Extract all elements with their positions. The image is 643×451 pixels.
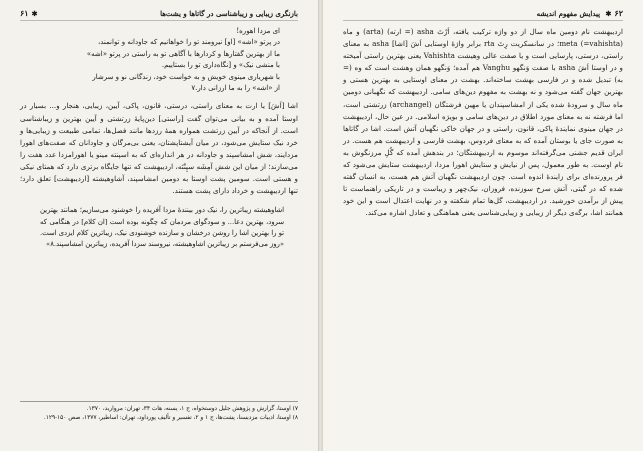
right-page-number-wrap <box>537 8 623 18</box>
footnote: ۷) اوستا، گزارش و پژوهش جلیل دوستخواه، ج ۱، یسنه، هات ۳۴، تهران: مروارید، ۱۳۷۰. <box>86 406 298 412</box>
paragraph: اردیبهشت نام دومین ماه سال از دو واژه ترکیب یافته، اَرْتَ asha (= ارته) (arta) و ماه meta (=vahishta)؛ در سانسکریت رِتَ rta برابر واژهٔ اوستایی اَشَ [اشا] asha به معنای راستی، درستی، پارسایی است و یا صفت عالی وهیشت Vahishta یعنی بهترین راستی آمیخته و در اوستا اَشَ asha با صفت وَنگهو Vanghu هم آمده؛ وَنگهو همان وهشت است که وه (= به) تبدیل شده و در فارسی بهشت ساخته‌اند. بهشت در معنای اوستایی به بهترین هستی و بهترین جهان گفته می‌شود و نه بهشت به مفهوم دین‌های سامی. اردیبهشت که نگهبانی دومین ماه سال و سرودهٔ شده یکی از امشاسپندان یا مهین فرشتگان (archangel) زرتشتی است، اما فرشته نه به معنای مورد اطلاق در دین‌های سامی و بویژه اسلامی. در عین حال، اردیبهشت در جهان مینوی نمایندهٔ پاکی، قانون، راستی و در جهان خاکی نگهبان آتش است. اشا در گاتاها به صورت جای یا بوستان آمده که به معنای فردوس، بهشت فارسی و اردیبهشت هم هست. در ایران قدیم جشنی می‌گرفته‌اند موسوم به اردیبهشتگان؛ در بندهش آمده که گُلِ مرزنگوش به نام اوست. به طور معمول، پس از نیایش و ستایش اهورا مزدا، اردیبهشت ستایش می‌شود که فر پرورنده‌ای برای زایندهٔ اندوه است. چون اردیبهشت نگهبان آتش هم هست، به انسان گفته شده که در گیتی، آتش سرخ سوزنده، فروزان، نیک‌چهر و زیباست و در تاریکی راهنماست تا پیش از برآمدن خورشید. در اردیبهشت، گل‌ها تمام شکفته و در نهایت اعتدال است و این خود همانند اشا، برگه‌ی دیگر از زیبایی و زیبایی‌شناسی یعنی هماهنگی و تعادل اشاره می‌کند. <box>343 27 623 218</box>
right-page <box>323 0 643 451</box>
left-running-head <box>20 8 298 21</box>
poem-line: از «اشه» را به ما ارزانی دار.۷ <box>191 84 280 93</box>
right-page-number: ۶۲ <box>614 8 623 18</box>
paragraph: اشا [اَشَ] یا ارت به معنای راستی، درستی، قانون، پاکی، آیین، زیبایی، هنجار و... بسیار در اوستا آمده و به بیانی می‌توان گفت [راستی] دین‌پایهٔ زرتشتی و آیین بهترین و زیباشناسی است. از آنجاکه در آیین زرتشت همواره همهٔ رزدها مانند فصل‌ها، تمامی طبیعت و زیبایی‌ها و خرد نیک ستایش می‌شود، در میان آیشتاپشتان، یعنی بی‌مرگان و جاودانان که صفت‌های اهورا مزدایند، شش امشاسپند و جاودانه در هر اندازه‌ای که به اسپنته مینو یا اهورامزدا عدد هفت را می‌سازند؛ از میان این شش آمِشَه سپِنْتَه، اردیبهشت که تنها جایگاه برتری دارد که همتای نیکی و هستی است. سومین پشت اوستا به دومین امشاسپند، آشاوهیشته [اردیبهشت] تعلق دارد؛ تنها اردیبهشت و خرداد دارای پشت هستند. <box>20 101 298 196</box>
left-page-number-wrap <box>20 8 40 18</box>
star-icon: ✱ <box>605 9 612 18</box>
right-running-title: پیدایش مفهوم اندیشه <box>536 9 601 18</box>
quote-block: اشاوهیشته زیباترین را، نیک دور بینندهٔ مزدا آفریده را خوشنود می‌سازیم؛ همانند بهترین سرود، بهترین دعا... و سودگوای مردمان که چگونه بوده است [ان کلام] در هنگامی که تو را بهترین اشا را روشن درخشان و سازنده خوشنودی نیک، زیباترین کلام ایزدی است. «روز می‌فرستم بر زیباترین اشاوهیشته، نیروسند سزدا آفریده، زیباترین امشاسپند.۸» <box>40 206 284 249</box>
poem-line: در پرتو «اشه» [او] نیرومند تو را خواهانیم که جاودانه و توانمند، <box>97 38 280 47</box>
footnotes <box>20 401 298 423</box>
footnote: ۸) اوستا، ادبیات مزدیسنا، پشت‌ها، ج ۱ و ۲، تفسیر و تألیف پورداود، تهران: اساطیر، ۱۳۷۷، صص ۱۵۰-۱۲۹. <box>43 415 298 421</box>
poem-line: با منشی نیک» و [نگاه‌داری تو را بستاییم. <box>161 61 280 70</box>
poem-line: ما از بهترین گفتارها و کردارها با آگاهی تو به راستی در پرتو «اشه» <box>86 49 280 58</box>
right-running-head <box>343 8 623 21</box>
right-body <box>343 26 623 220</box>
star-icon: ✱ <box>31 9 38 18</box>
left-running-title: بازنگری زیبایی و زیباشناسی در گاتاها و یشت‌ها <box>160 8 298 18</box>
left-page-number: ۶۱ <box>20 8 29 18</box>
poem-block <box>20 26 298 94</box>
left-body <box>20 100 298 197</box>
left-page <box>0 0 318 451</box>
poem-line: با شهریاری مینوی خویش و به خواست خود، زندگانی نو و سرشار <box>92 72 280 81</box>
poem-line: ای مزدا اهوره! <box>236 27 280 35</box>
